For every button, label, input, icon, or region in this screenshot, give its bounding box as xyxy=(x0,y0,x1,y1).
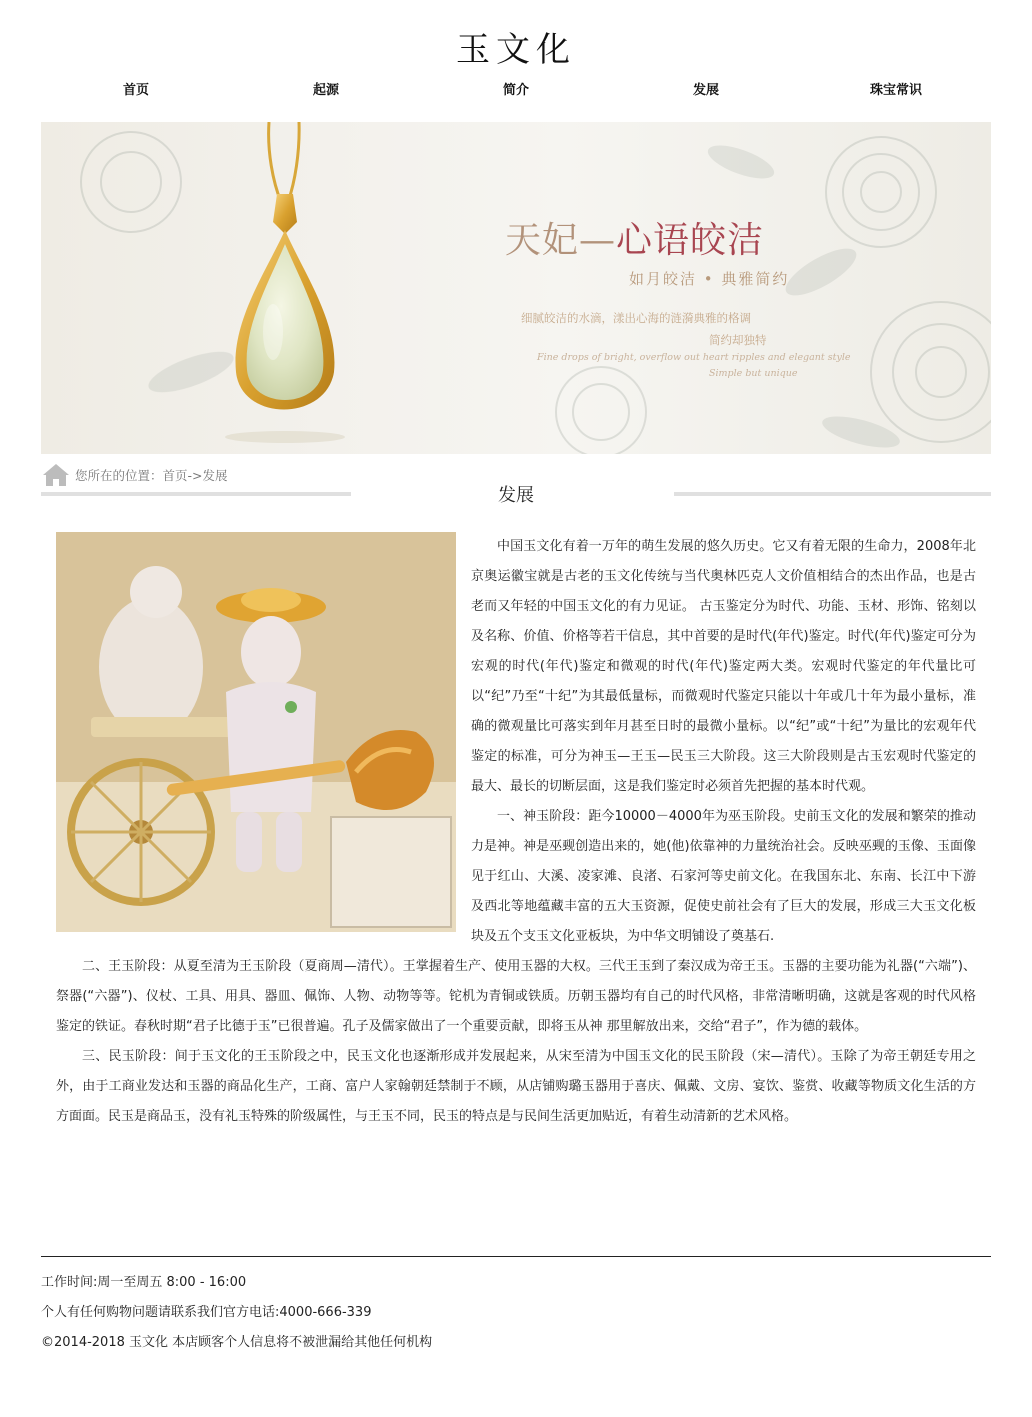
section-divider-right xyxy=(674,492,991,496)
banner-title-part2: 心语皎洁 xyxy=(616,220,765,261)
nav-item-home[interactable]: 首页 xyxy=(122,83,149,98)
article-paragraph: 三、民玉阶段：间于玉文化的王玉阶段之中，民玉文化也逐渐形成并发展起来，从宋至清为中国玉文化的民玉阶段（宋—清代）。玉除了为帝王朝廷专用之外，由于工商业发达和玉器的商品化生产，工商、富户人家翰朝廷禁制于不顾，从店铺购璐玉器用于喜庆、佩戴、文房、宴饮、鉴赏、收藏等物质文化生活的方方面面。民玉是商品玉，没有礼玉特殊的阶级属性，与王玉不同，民玉的特点是与民间生活更加贴近，有着生动清新的艺术风格。 xyxy=(56,1049,976,1124)
nav-item-jewelry-knowledge[interactable]: 珠宝常识 xyxy=(869,83,922,98)
nav-item-origin[interactable]: 起源 xyxy=(312,83,339,98)
footer-copyright: ©2014-2018 玉文化 本店顾客个人信息将不被泄漏给其他任何机构 xyxy=(41,1335,433,1350)
banner-title-part1: 天妃— xyxy=(505,220,617,261)
banner-script-line2: Simple but unique xyxy=(709,368,798,379)
hero-banner xyxy=(41,122,991,454)
jade-carving-illustration xyxy=(56,532,456,932)
breadcrumb-separator: -> xyxy=(187,467,203,483)
breadcrumb-prefix: 您所在的位置： xyxy=(75,468,163,483)
article-paragraph: 二、王玉阶段：从夏至清为王玉阶段（夏商周—清代）。王掌握着生产、使用玉器的大权。三代王玉到了秦汉成为帝王玉。玉器的主要功能为礼器(“六端”)、祭器(“六器”)、仪杖、工具、用具、器皿、佩饰、人物、动物等等。铊机为青铜或铁质。历朝玉器均有自己的时代风格，非常清晰明确，这就是客观的时代风格鉴定的铁证。春秋时期“君子比德于玉”已很普遍。孔子及儒家做出了一个重要贡献，即将玉从神 那里解放出来，交给“君子”，作为德的载体。 xyxy=(56,959,976,1034)
nav-item-development[interactable]: 发展 xyxy=(692,83,719,98)
banner-script-line1: Fine drops of bright, overflow out heart ripples and elegant style xyxy=(537,352,851,363)
footer xyxy=(41,1268,991,1358)
site-logo[interactable] xyxy=(0,22,1032,71)
banner-artwork xyxy=(41,122,991,454)
section-title: 发展 xyxy=(498,485,534,506)
article-content xyxy=(56,532,976,1132)
footer-working-hours: 工作时间:周一至周五 8:00 - 16:00 xyxy=(41,1275,247,1290)
main-nav xyxy=(41,80,991,102)
breadcrumb-home-link[interactable]: 首页 xyxy=(162,468,188,483)
article-paragraph: 中国玉文化有着一万年的萌生发展的悠久历史。它又有着无限的生命力，2008年北京奥运徽宝就是古老的玉文化传统与当代奥林匹克人文价值相结合的杰出作品，也是古老而又年轻的中国玉文化的有力见证。 古玉鉴定分为时代、功能、玉材、形饰、铭刻以及名称、价值、价格等若干信息，其中首要的是时代(年代)鉴定。时代(年代)鉴定可分为宏观的时代(年代)鉴定和微观的时代(年代)鉴定两大类。宏观时代鉴定的年代量比可以“纪”乃至“十纪”为其最低量标，而微观时代鉴定只能以十年或几十年为最小量标，准确的微观量比可落实到年月甚至日时的最微小量标。以“纪”或“十纪”为量比的宏观年代鉴定的标准，可分为神玉—王玉—民玉三大阶段。这三大阶段则是古玉宏观时代鉴定的最大、最长的切断层面，这是我们鉴定时必须首先把握的基本时代观。 xyxy=(471,539,976,794)
banner-description-line1: 细腻皎洁的水滴，漾出心海的涟漪典雅的格调 xyxy=(521,311,751,325)
article-image-jade-carving xyxy=(56,532,456,932)
footer-contact: 个人有任何购物问题请联系我们官方电话:4000-666-339 xyxy=(41,1305,372,1320)
banner-description-line2: 简约却独特 xyxy=(709,333,767,347)
breadcrumb-current: 发展 xyxy=(202,468,228,483)
banner-subtitle: 如月皎洁 • 典雅简约 xyxy=(629,270,790,288)
footer-divider xyxy=(41,1256,991,1257)
banner-title xyxy=(505,212,764,263)
site-logo-text: 玉文化 xyxy=(456,30,576,70)
nav-item-intro[interactable]: 简介 xyxy=(502,83,529,98)
article-paragraph: 一、神玉阶段：距今10000－4000年为巫玉阶段。史前玉文化的发展和繁荣的推动力是神。神是巫觋创造出来的，她(他)依靠神的力量统治社会。反映巫觋的玉像、玉面像见于红山、大溪、凌家滩、良渚、石家河等史前文化。在我国东北、东南、长江中下游及西北等地蕴藏丰富的五大玉资源，促使史前社会有了巨大的发展，形成三大玉文化板块及五个支玉文化亚板块，为中华文明铺设了奠基石. xyxy=(471,809,976,944)
